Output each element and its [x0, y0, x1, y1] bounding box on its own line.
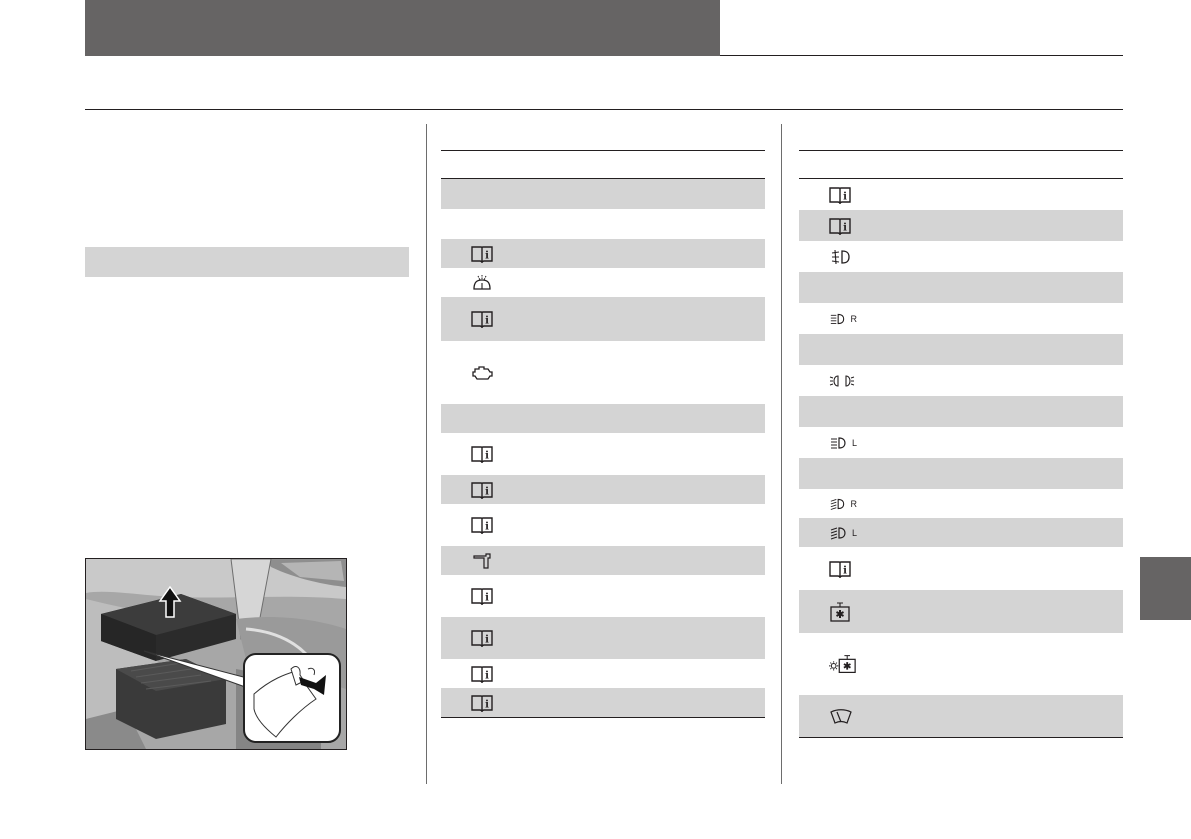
table-bottom-rule — [799, 737, 1123, 738]
book-info-icon — [471, 693, 499, 713]
book-info-icon — [829, 559, 857, 579]
svg-text:i: i — [485, 670, 489, 681]
beam-side-label: R — [850, 313, 857, 324]
book-info-icon — [471, 309, 499, 329]
table-row — [441, 179, 765, 209]
table-row — [441, 659, 765, 688]
table-row — [799, 633, 1123, 695]
book-info-icon — [471, 480, 499, 500]
table-row — [799, 179, 1123, 210]
book-info-icon — [471, 515, 499, 535]
check-engine-icon — [471, 363, 499, 383]
table-row — [441, 209, 765, 239]
book-info-icon — [829, 216, 857, 236]
column-divider-right — [781, 124, 782, 784]
table-row — [799, 458, 1123, 489]
high-beam-icon — [829, 433, 857, 453]
table-row — [441, 341, 765, 404]
svg-text:i: i — [485, 699, 489, 710]
table-row — [441, 433, 765, 475]
svg-text:i: i — [843, 191, 847, 202]
table-row — [799, 590, 1123, 633]
book-info-icon — [471, 628, 499, 648]
table-row — [441, 239, 765, 268]
table-row — [441, 404, 765, 433]
fuse-box-photo-image — [86, 559, 346, 749]
column-divider-left — [426, 124, 427, 784]
book-info-icon — [829, 185, 857, 205]
table-row — [799, 396, 1123, 427]
fuse-table-middle — [441, 150, 765, 718]
section-heading-band — [85, 247, 409, 277]
beam-side-label: L — [851, 437, 857, 448]
washer-fluid-icon — [471, 273, 499, 293]
book-info-icon — [471, 586, 499, 606]
wrench-key-icon — [471, 551, 499, 571]
title-rule — [720, 55, 1123, 56]
fuse-box-cover-illustration — [85, 558, 347, 750]
book-info-icon — [471, 244, 499, 264]
table-row — [799, 518, 1123, 547]
book-info-icon — [471, 444, 499, 464]
svg-text:i: i — [843, 222, 847, 233]
table-row — [799, 547, 1123, 590]
svg-text:i: i — [485, 592, 489, 604]
fog-light-icon — [829, 247, 857, 267]
table-row — [441, 475, 765, 504]
radiator-fan-icon — [829, 602, 857, 622]
parking-light-icon — [829, 371, 857, 391]
header-rule — [85, 109, 1123, 110]
table-row — [799, 489, 1123, 518]
table-row — [799, 365, 1123, 396]
table-row — [799, 272, 1123, 303]
table-row — [441, 268, 765, 297]
condenser-fan-icon — [829, 654, 857, 674]
table-row — [441, 617, 765, 659]
low-beam-icon — [829, 494, 857, 514]
table-bottom-rule — [441, 717, 765, 718]
svg-text:i: i — [485, 486, 489, 497]
table-top-rule — [799, 150, 1123, 151]
table-row — [441, 297, 765, 341]
book-info-icon — [471, 664, 499, 684]
table-row — [799, 695, 1123, 737]
table-row — [799, 427, 1123, 458]
fuse-table-right — [799, 150, 1123, 738]
svg-text:i: i — [843, 565, 847, 576]
table-row — [799, 210, 1123, 241]
svg-text:i: i — [485, 315, 489, 327]
svg-text:i: i — [485, 634, 489, 646]
table-row — [441, 688, 765, 717]
svg-text:i: i — [485, 521, 489, 533]
svg-text:i: i — [485, 450, 489, 462]
table-row — [441, 575, 765, 617]
table-row — [799, 303, 1123, 334]
table-row — [799, 334, 1123, 365]
table-row — [441, 504, 765, 546]
table-top-rule — [441, 150, 765, 151]
beam-side-label: R — [850, 498, 857, 509]
high-beam-icon — [829, 309, 857, 329]
low-beam-icon — [829, 523, 857, 543]
table-row — [799, 241, 1123, 272]
wiper-icon — [829, 706, 857, 726]
chapter-side-tab[interactable] — [1140, 557, 1191, 620]
page-title-bar — [85, 0, 720, 56]
table-row — [441, 546, 765, 575]
svg-text:i: i — [485, 250, 489, 261]
beam-side-label: L — [851, 527, 857, 538]
